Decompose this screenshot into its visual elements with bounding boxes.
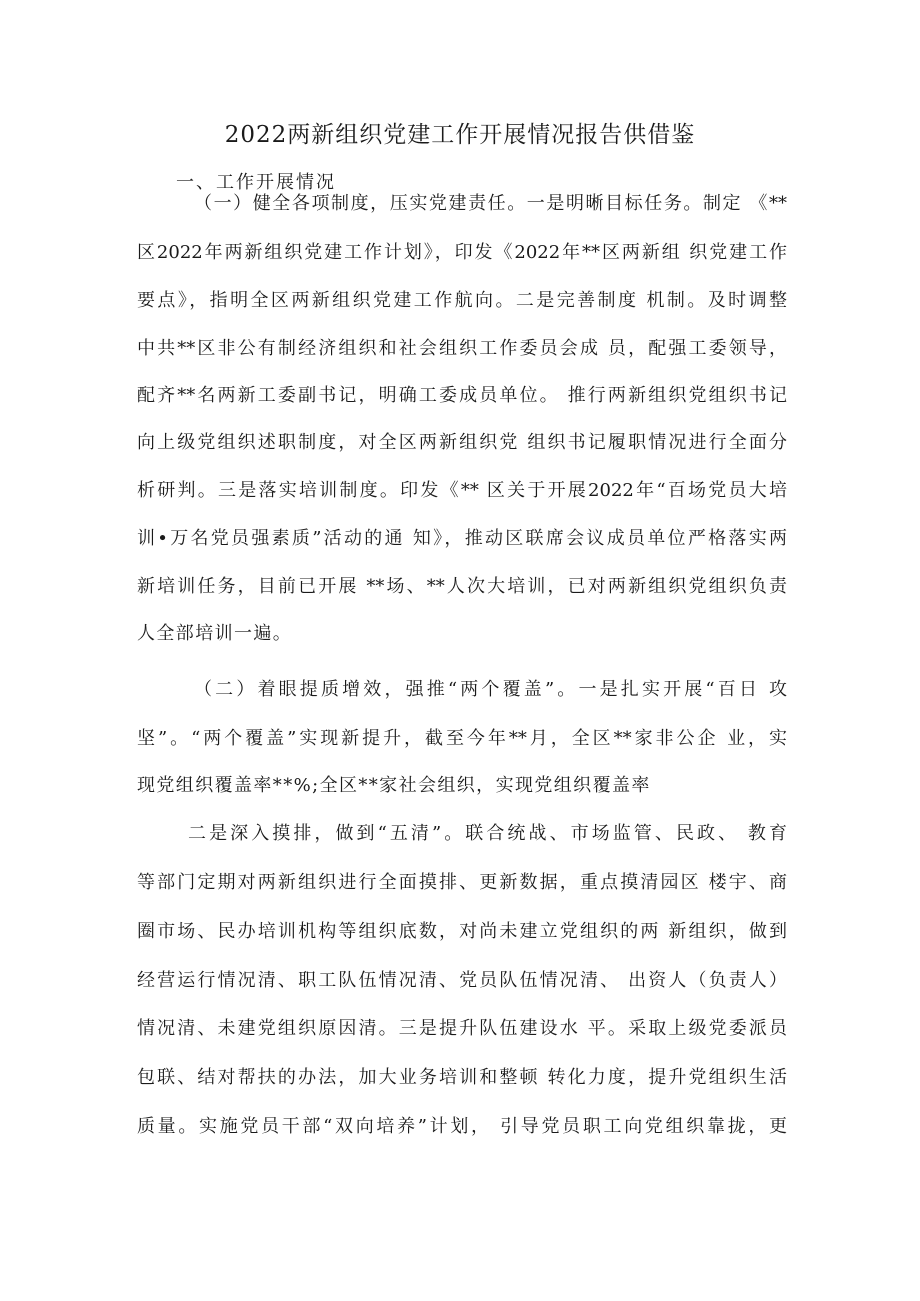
text-line: 配齐**名两新工委副书记，明确工委成员单位。 推行两新组织党组织书记 bbox=[137, 385, 787, 406]
text-line: 训•万名党员强素质”活动的通 知》，推动区联席会议成员单位严格落实两 bbox=[137, 528, 787, 549]
text-line: 中共**区非公有制经济组织和社会组织工作委员会成 员，配强工委领导， bbox=[137, 338, 787, 359]
text-line: （二）着眼提质增效，强推“两个覆盖”。一是扎实开展“百日 攻 bbox=[194, 679, 787, 700]
section-heading: 一、工作开展情况 bbox=[176, 172, 336, 193]
text-line: 向上级党组织述职制度，对全区两新组织党 组织书记履职情况进行全面分 bbox=[137, 432, 787, 453]
text-line: 包联、结对帮扶的办法，加大业务培训和整顿 转化力度，提升党组织生活 bbox=[137, 1067, 787, 1088]
text-line: 现党组织覆盖率**%;全区**家社会组织，实现党组织覆盖率 bbox=[137, 775, 651, 796]
text-line: 要点》，指明全区两新组织党建工作航向。二是完善制度 机制。及时调整 bbox=[137, 290, 787, 311]
text-line: 人全部培训一遍。 bbox=[137, 623, 293, 644]
text-line: （一）健全各项制度，压实党建责任。一是明晰目标任务。制定 《** bbox=[194, 193, 787, 214]
text-line: 情况清、未建党组织原因清。三是提升队伍建设水 平。采取上级党委派员 bbox=[137, 1018, 787, 1039]
text-line: 区2022年两新组织党建工作计划》，印发《2022年**区两新组 织党建工作 bbox=[137, 242, 787, 263]
text-line: 新培训任务，目前已开展 **场、**人次大培训，已对两新组织党组织负责 bbox=[137, 576, 787, 597]
text-line: 经营运行情况清、职工队伍情况清、党员队伍情况清、 出资人（负责人） bbox=[137, 970, 787, 991]
text-line: 二是深入摸排，做到“五清”。联合统战、市场监管、民政、 教育 bbox=[188, 823, 787, 844]
text-line: 析研判。三是落实培训制度。印发《** 区关于开展2022年“百场党员大培 bbox=[137, 480, 787, 501]
text-line: 质量。实施党员干部“双向培养”计划， 引导党员职工向党组织靠拢，更 bbox=[137, 1116, 787, 1137]
document-title: 2022两新组织党建工作开展情况报告供借鉴 bbox=[224, 122, 696, 148]
text-line: 圈市场、民办培训机构等组织底数，对尚未建立党组织的两 新组织，做到 bbox=[137, 921, 787, 942]
text-line: 等部门定期对两新组织进行全面摸排、更新数据，重点摸清园区 楼宇、商 bbox=[137, 872, 787, 893]
text-line: 坚”。“两个覆盖”实现新提升，截至今年**月，全区**家非公企 业，实 bbox=[137, 728, 787, 749]
